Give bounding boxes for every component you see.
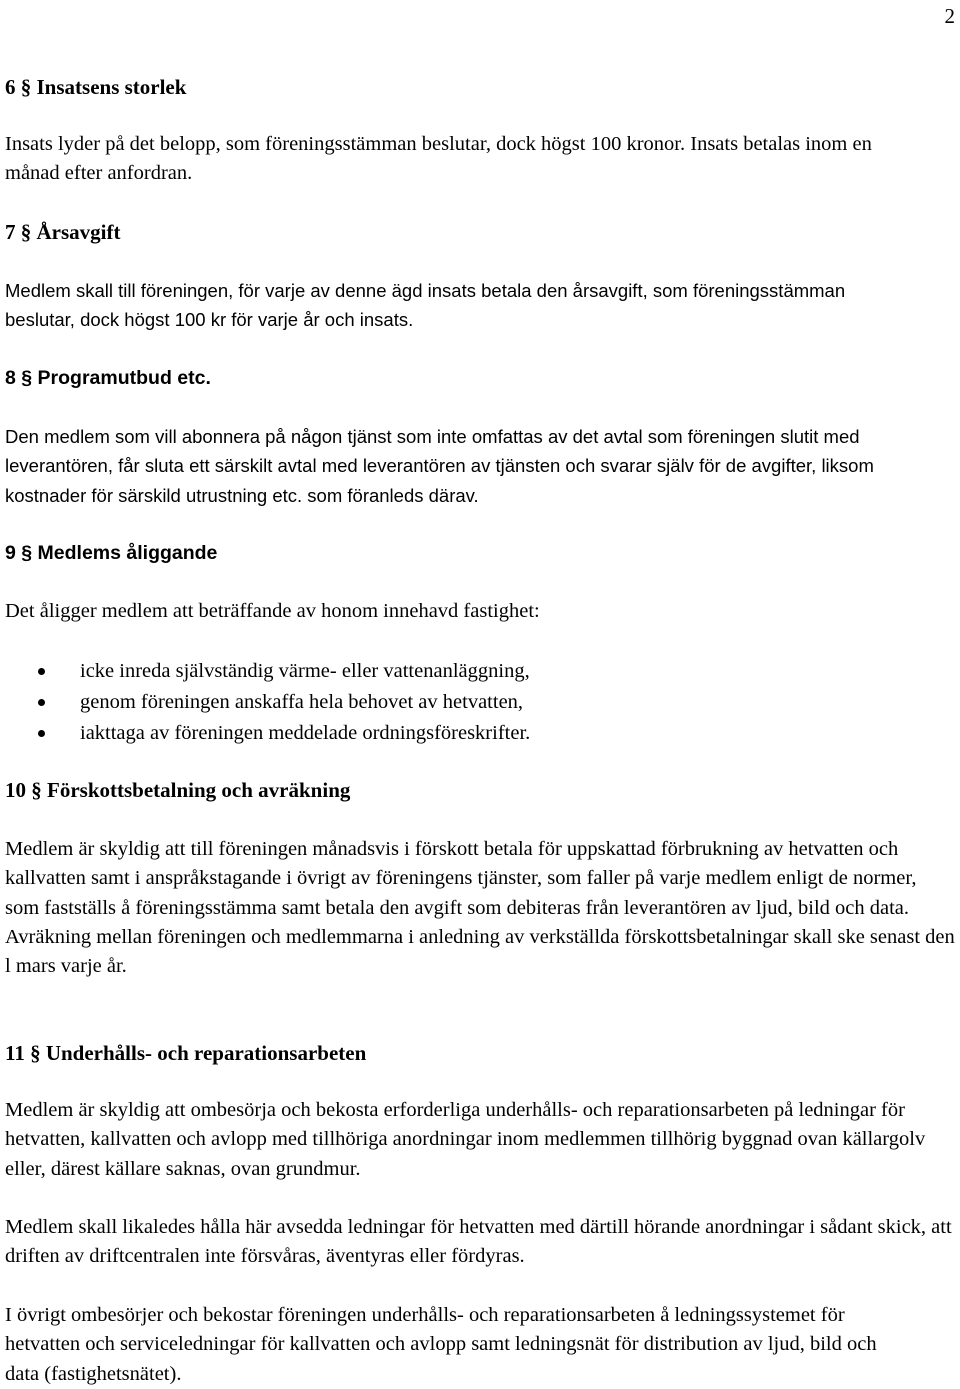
section-11-paragraph-3: I övrigt ombesörjer och bekostar föreningen underhålls- och reparationsarbeten å ledningssystemet för hetvatten och serviceledningar för kallvatten och avlopp samt ledningsnät för distribution av ljud, bild och data (fastighetsnätet). <box>5 1304 877 1385</box>
list-item: genom föreningen anskaffa hela behovet av hetvatten, <box>0 687 530 718</box>
section-9-heading: 9 § Medlems åliggande <box>5 542 218 564</box>
section-10-body: Medlem är skyldig att till föreningen månadsvis i förskott betala för uppskattad förbrukning av hetvatten och kallvatten samt i anspråkstagande i övrigt av föreningens tjänster, som faller på varje medlem enligt de normer, som fastställs å föreningsstämma samt betala den avgift som debiteras från leverantören av ljud, bild och data. Avräkning mellan föreningen och medlemmarna i anledning av verkställda förskottsbetalningar skall ske senast den l mars varje år. <box>5 838 955 978</box>
obligations-list <box>0 656 530 749</box>
list-item: iakttaga av föreningen meddelade ordningsföreskrifter. <box>0 718 530 749</box>
section-9-intro: Det åligger medlem att beträffande av honom innehavd fastighet: <box>5 600 540 622</box>
section-11-paragraph-2: Medlem skall likaledes hålla här avsedda ledningar för hetvatten med därtill hörande anordningar i sådant skick, att driften av driftcentralen inte försvåras, äventyras eller fördyras. <box>5 1216 952 1268</box>
section-11-paragraph-1: Medlem är skyldig att ombesörja och bekosta erforderliga underhålls- och reparationsarbeten på ledningar för hetvatten, kallvatten och avlopp med tillhöriga anordningar inom medlemmen tillhörig byggnad ovan källargolv eller, därest källare saknas, ovan grundmur. <box>5 1099 926 1180</box>
section-6-heading: 6 § Insatsens storlek <box>5 75 187 99</box>
section-11-heading: 11 § Underhålls- och reparationsarbeten <box>5 1041 367 1065</box>
page-number: 2 <box>944 4 955 28</box>
section-7-heading: 7 § Årsavgift <box>5 220 121 244</box>
section-7-body: Medlem skall till föreningen, för varje av denne ägd insats betala den årsavgift, som föreningsstämman beslutar, dock högst 100 kr för varje år och insats. <box>5 280 846 331</box>
section-10-heading: 10 § Förskottsbetalning och avräkning <box>5 778 351 802</box>
section-8-heading: 8 § Programutbud etc. <box>5 367 211 389</box>
section-6-body: Insats lyder på det belopp, som föreningsstämman beslutar, dock högst 100 kronor. Insats betalas inom en månad efter anfordran. <box>5 133 872 185</box>
list-item: icke inreda självständig värme- eller vattenanläggning, <box>0 656 530 687</box>
section-8-body: Den medlem som vill abonnera på någon tjänst som inte omfattas av det avtal som föreningen slutit med leverantören, får sluta ett särskilt avtal med leverantören av tjänsten och svarar själv för de avgifter, liksom kostnader för särskild utrustning etc. som föranleds därav. <box>5 426 874 506</box>
